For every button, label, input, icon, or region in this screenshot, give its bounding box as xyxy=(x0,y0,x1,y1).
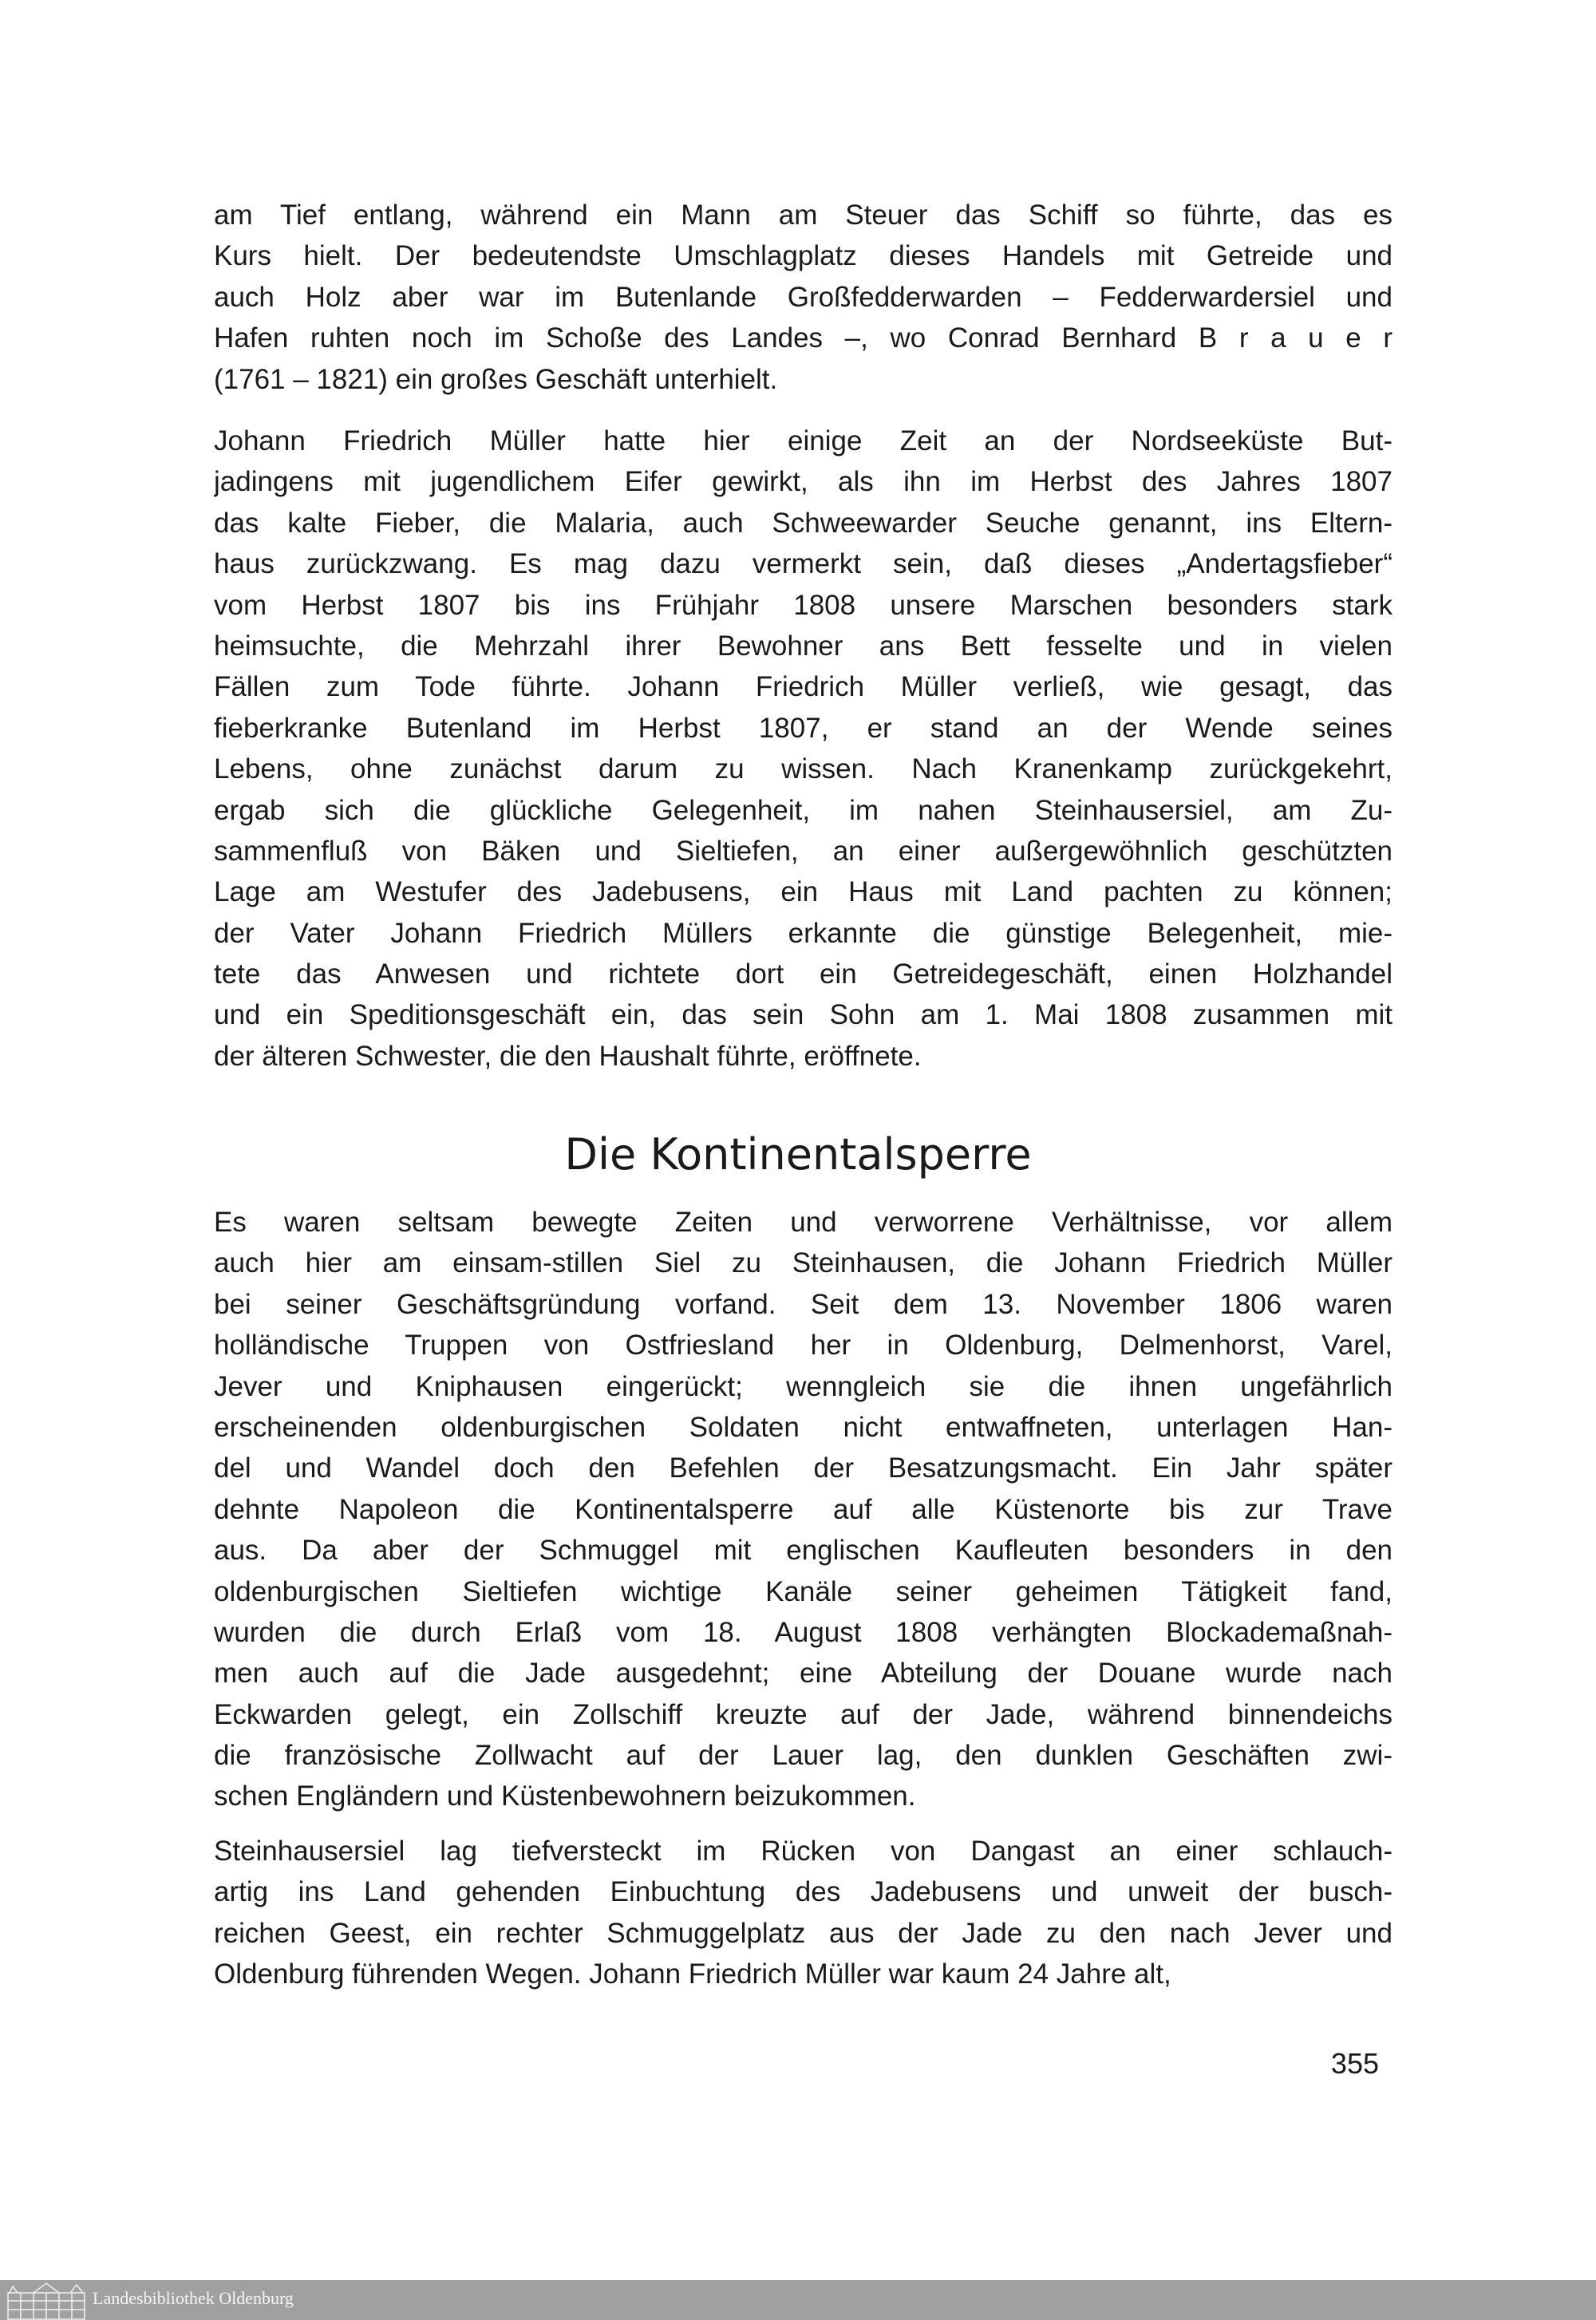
text-line: die französische Zollwacht auf der Lauer lag, den dunklen Geschäften zwi- xyxy=(214,1740,1393,1772)
paragraph-3 xyxy=(214,1202,1393,1817)
text-line: auch Holz aber war im Butenlande Großfedderwarden – Fedderwardersiel und xyxy=(214,281,1393,313)
text-line: Eckwarden gelegt, ein Zollschiff kreuzte auf der Jade, während binnendeichs xyxy=(214,1698,1393,1730)
text-line: erscheinenden oldenburgischen Soldaten nicht entwaffneten, unterlagen Han- xyxy=(214,1411,1393,1443)
text-line: tete das Anwesen und richtete dort ein Getreidegeschäft, einen Holzhandel xyxy=(214,958,1393,990)
text-line: wurden die durch Erlaß vom 18. August 1808 verhängten Blockademaßnah- xyxy=(214,1616,1393,1648)
text-line: Lebens, ohne zunächst darum zu wissen. Nach Kranenkamp zurückgekehrt, xyxy=(214,753,1393,785)
library-building-logo-icon xyxy=(5,2282,88,2320)
paragraph-1 xyxy=(214,195,1393,400)
text-line: Johann Friedrich Müller hatte hier einige Zeit an der Nordseeküste But- xyxy=(214,425,1393,456)
text-line: artig ins Land gehenden Einbuchtung des Jadebusens und unweit der busch- xyxy=(214,1876,1393,1908)
text-line: jadingens mit jugendlichem Eifer gewirkt, als ihn im Herbst des Jahres 1807 xyxy=(214,466,1393,498)
text-line: Fällen zum Tode führte. Johann Friedrich Müller verließ, wie gesagt, das xyxy=(214,671,1393,703)
text-line: das kalte Fieber, die Malaria, auch Schweewarder Seuche genannt, ins Eltern- xyxy=(214,507,1393,539)
text-line: haus zurückzwang. Es mag dazu vermerkt sein, daß dieses „Andertagsfieber“ xyxy=(214,548,1393,580)
text-line: bei seiner Geschäftsgründung vorfand. Seit dem 13. November 1806 waren xyxy=(214,1288,1393,1320)
text-line: sammenfluß von Bäken und Sieltiefen, an einer außergewöhnlich geschützten xyxy=(214,835,1393,867)
text-line: der Vater Johann Friedrich Müllers erkannte die günstige Belegenheit, mie- xyxy=(214,917,1393,949)
text-line: oldenburgischen Sieltiefen wichtige Kanäle seiner geheimen Tätigkeit fand, xyxy=(214,1575,1393,1607)
text-line: ergab sich die glückliche Gelegenheit, im nahen Steinhausersiel, am Zu- xyxy=(214,794,1393,826)
text-line: Oldenburg führenden Wegen. Johann Friedrich Müller war kaum 24 Jahre alt, xyxy=(214,1958,1171,1990)
library-name: Landesbibliothek Oldenburg xyxy=(93,2288,294,2308)
text-line: schen Engländern und Küstenbewohnern beizukommen. xyxy=(214,1781,916,1812)
page-number: 355 xyxy=(1330,2047,1379,2080)
text-line: aus. Da aber der Schmuggel mit englischen Kaufleuten besonders in den xyxy=(214,1535,1393,1567)
text-line: dehnte Napoleon die Kontinentalsperre auf alle Küstenorte bis zur Trave xyxy=(214,1493,1393,1525)
text-line: men auch auf die Jade ausgedehnt; eine Abteilung der Douane wurde nach xyxy=(214,1658,1393,1690)
paragraph-4 xyxy=(214,1831,1393,1995)
text-line: Es waren seltsam bewegte Zeiten und verworrene Verhältnisse, vor allem xyxy=(214,1207,1393,1238)
text-line: Lage am Westufer des Jadebusens, ein Haus mit Land pachten zu können; xyxy=(214,876,1393,908)
text-line: am Tief entlang, während ein Mann am Steuer das Schiff so führte, das es xyxy=(214,200,1393,231)
text-line: vom Herbst 1807 bis ins Frühjahr 1808 unsere Marschen besonders stark xyxy=(214,589,1393,621)
text-line: heimsuchte, die Mehrzahl ihrer Bewohner ans Bett fesselte und in vielen xyxy=(214,630,1393,662)
text-line: fieberkranke Butenland im Herbst 1807, er stand an der Wende seines xyxy=(214,712,1393,744)
text-line: reichen Geest, ein rechter Schmuggelplatz aus der Jade zu den nach Jever und xyxy=(214,1917,1393,1949)
paragraph-2 xyxy=(214,421,1393,1077)
text-line: del und Wandel doch den Befehlen der Besatzungsmacht. Ein Jahr später xyxy=(214,1452,1393,1484)
text-line: holländische Truppen von Ostfriesland her in Oldenburg, Delmenhorst, Varel, xyxy=(214,1330,1393,1362)
footer-bar xyxy=(0,2280,1596,2320)
text-line: Hafen ruhten noch im Schoße des Landes –, wo Conrad Bernhard B r a u e r xyxy=(214,322,1393,354)
text-line: Kurs hielt. Der bedeutendste Umschlagplatz dieses Handels mit Getreide und xyxy=(214,240,1393,272)
text-line: Steinhausersiel lag tiefversteckt im Rücken von Dangast an einer schlauch- xyxy=(214,1836,1393,1867)
text-line: der älteren Schwester, die den Haushalt führte, eröffnete. xyxy=(214,1040,922,1072)
text-line: und ein Speditionsgeschäft ein, das sein Sohn am 1. Mai 1808 zusammen mit xyxy=(214,999,1393,1031)
text-line: (1761 – 1821) ein großes Geschäft unterhielt. xyxy=(214,363,778,395)
section-heading: Die Kontinentalsperre xyxy=(564,1129,1032,1180)
text-line: auch hier am einsam-stillen Siel zu Steinhausen, die Johann Friedrich Müller xyxy=(214,1247,1393,1279)
text-line: Jever und Kniphausen eingerückt; wenngleich sie die ihnen ungefährlich xyxy=(214,1370,1393,1402)
